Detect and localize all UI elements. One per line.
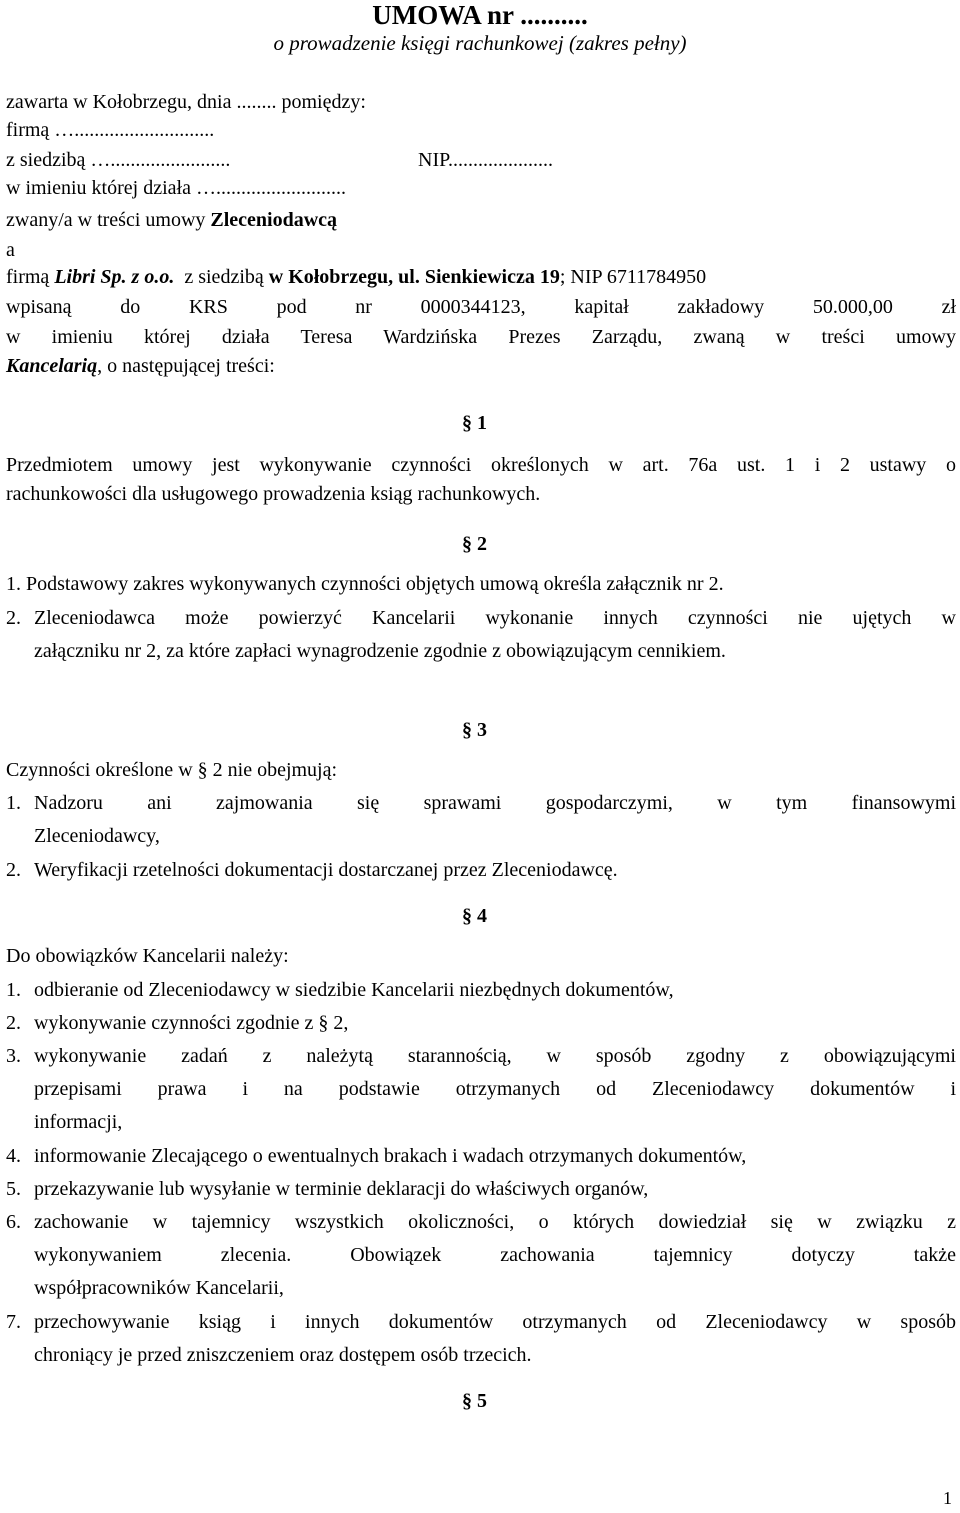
office-definition bbox=[6, 353, 956, 379]
section-3-item-1-line-2: Zleceniodawcy, bbox=[34, 825, 160, 847]
office-krs-capital: wpisaną do KRS pod nr 0000344123, kapitał zakładowy 50.000,00 zł bbox=[6, 296, 956, 318]
contract-place-date: zawarta w Kołobrzegu, dnia ........ pomiędzy: bbox=[6, 91, 366, 113]
section-1-heading: § 1 bbox=[462, 412, 487, 434]
office-nip: ; NIP 6711784950 bbox=[559, 266, 707, 288]
section-4-item-3-line-2: przepisami prawa i na podstawie otrzymanych od Zleceniodawcy dokumentów i bbox=[34, 1078, 956, 1100]
section-4-item-2-number: 2. bbox=[6, 1012, 21, 1034]
section-4-item-4: informowanie Zlecającego o ewentualnych brakach i wadach otrzymanych dokumentów, bbox=[34, 1145, 747, 1167]
section-3-heading: § 3 bbox=[462, 719, 487, 741]
section-4-item-7-number: 7. bbox=[6, 1311, 21, 1333]
office-representative: w imieniu której działa Teresa Wardzińska Prezes Zarządu, zwaną w treści umowy bbox=[6, 326, 956, 348]
section-2-item-2-line-2: załączniku nr 2, za które zapłaci wynagrodzenie zgodnie z obowiązującym cennikiem. bbox=[34, 640, 726, 662]
section-4-item-5-number: 5. bbox=[6, 1178, 21, 1200]
section-4-item-7-line-1: przechowywanie ksiąg i innych dokumentów otrzymanych od Zleceniodawcy w sposób bbox=[34, 1311, 956, 1333]
office-company-prefix: firmą bbox=[6, 266, 55, 288]
section-4-item-4-number: 4. bbox=[6, 1145, 21, 1167]
section-4-item-6-line-2: wykonywaniem zlecenia. Obowiązek zachowania tajemnicy dotyczy także bbox=[34, 1244, 956, 1266]
section-3-item-2-number: 2. bbox=[6, 859, 21, 881]
office-company-name: Libri Sp. z o.o. bbox=[54, 266, 175, 288]
office-company-line bbox=[6, 264, 956, 290]
office-defined-term: Kancelarią bbox=[6, 355, 98, 377]
section-4-item-3-line-3: informacji, bbox=[34, 1111, 123, 1133]
client-representative: w imieniu której działa ….......................... bbox=[6, 177, 346, 199]
client-address: z siedzibą …........................ bbox=[6, 149, 231, 171]
client-company: firmą …............................ bbox=[6, 119, 215, 141]
page-number: 1 bbox=[943, 1488, 952, 1508]
section-1-text-line-2: rachunkowości dla usługowego prowadzenia ksiąg rachunkowych. bbox=[6, 483, 541, 505]
conjunction: a bbox=[6, 239, 15, 261]
office-seat-prefix: z siedzibą bbox=[174, 266, 269, 288]
office-address: w Kołobrzegu, ul. Sienkiewicza 19 bbox=[268, 266, 560, 288]
client-address-line bbox=[6, 147, 956, 173]
section-2-item-1: 1. Podstawowy zakres wykonywanych czynności objętych umową określa załącznik nr 2. bbox=[6, 573, 724, 595]
section-4-item-7-line-2: chroniący je przed zniszczeniem oraz dostępem osób trzecich. bbox=[34, 1344, 532, 1366]
client-nip: NIP..................... bbox=[418, 149, 554, 171]
section-5-heading: § 5 bbox=[462, 1390, 487, 1412]
section-2-item-2-line-1: Zleceniodawca może powierzyć Kancelarii wykonanie innych czynności nie ujętych w bbox=[34, 607, 956, 629]
section-3-item-1-number: 1. bbox=[6, 792, 21, 814]
office-definition-text: , o następującej treści: bbox=[97, 355, 275, 377]
section-4-item-5: przekazywanie lub wysyłanie w terminie deklaracji do właściwych organów, bbox=[34, 1178, 649, 1200]
section-3-item-1-line-1: Nadzoru ani zajmowania się sprawami gospodarczymi, w tym finansowymi bbox=[34, 792, 956, 814]
client-definition-text: zwany/a w treści umowy bbox=[6, 209, 211, 231]
document-title: UMOWA nr .......... bbox=[372, 0, 588, 30]
section-4-intro: Do obowiązków Kancelarii należy: bbox=[6, 945, 289, 967]
section-4-item-2: wykonywanie czynności zgodnie z § 2, bbox=[34, 1012, 349, 1034]
section-3-intro: Czynności określone w § 2 nie obejmują: bbox=[6, 759, 338, 781]
section-4-item-6-line-3: współpracowników Kancelarii, bbox=[34, 1277, 284, 1299]
section-2-item-2-number: 2. bbox=[6, 607, 21, 629]
client-definition bbox=[6, 207, 956, 233]
section-2-heading: § 2 bbox=[462, 533, 487, 555]
document-subtitle: o prowadzenie księgi rachunkowej (zakres pełny) bbox=[273, 31, 687, 55]
section-4-item-3-line-1: wykonywanie zadań z należytą starannością, w sposób zgodny z obowiązującymi bbox=[34, 1045, 956, 1067]
client-defined-term: Zleceniodawcą bbox=[210, 209, 338, 231]
section-4-item-1: odbieranie od Zleceniodawcy w siedzibie Kancelarii niezbędnych dokumentów, bbox=[34, 979, 674, 1001]
section-4-heading: § 4 bbox=[462, 905, 487, 927]
section-4-item-6-line-1: zachowanie w tajemnicy wszystkich okoliczności, o których dowiedział się w związku z bbox=[34, 1211, 956, 1233]
section-1-text-line-1: Przedmiotem umowy jest wykonywanie czynności określonych w art. 76a ust. 1 i 2 ustawy o bbox=[6, 454, 956, 476]
section-4-item-1-number: 1. bbox=[6, 979, 21, 1001]
section-4-item-6-number: 6. bbox=[6, 1211, 21, 1233]
section-3-item-2: Weryfikacji rzetelności dokumentacji dostarczanej przez Zleceniodawcę. bbox=[34, 859, 618, 881]
section-4-item-3-number: 3. bbox=[6, 1045, 21, 1067]
